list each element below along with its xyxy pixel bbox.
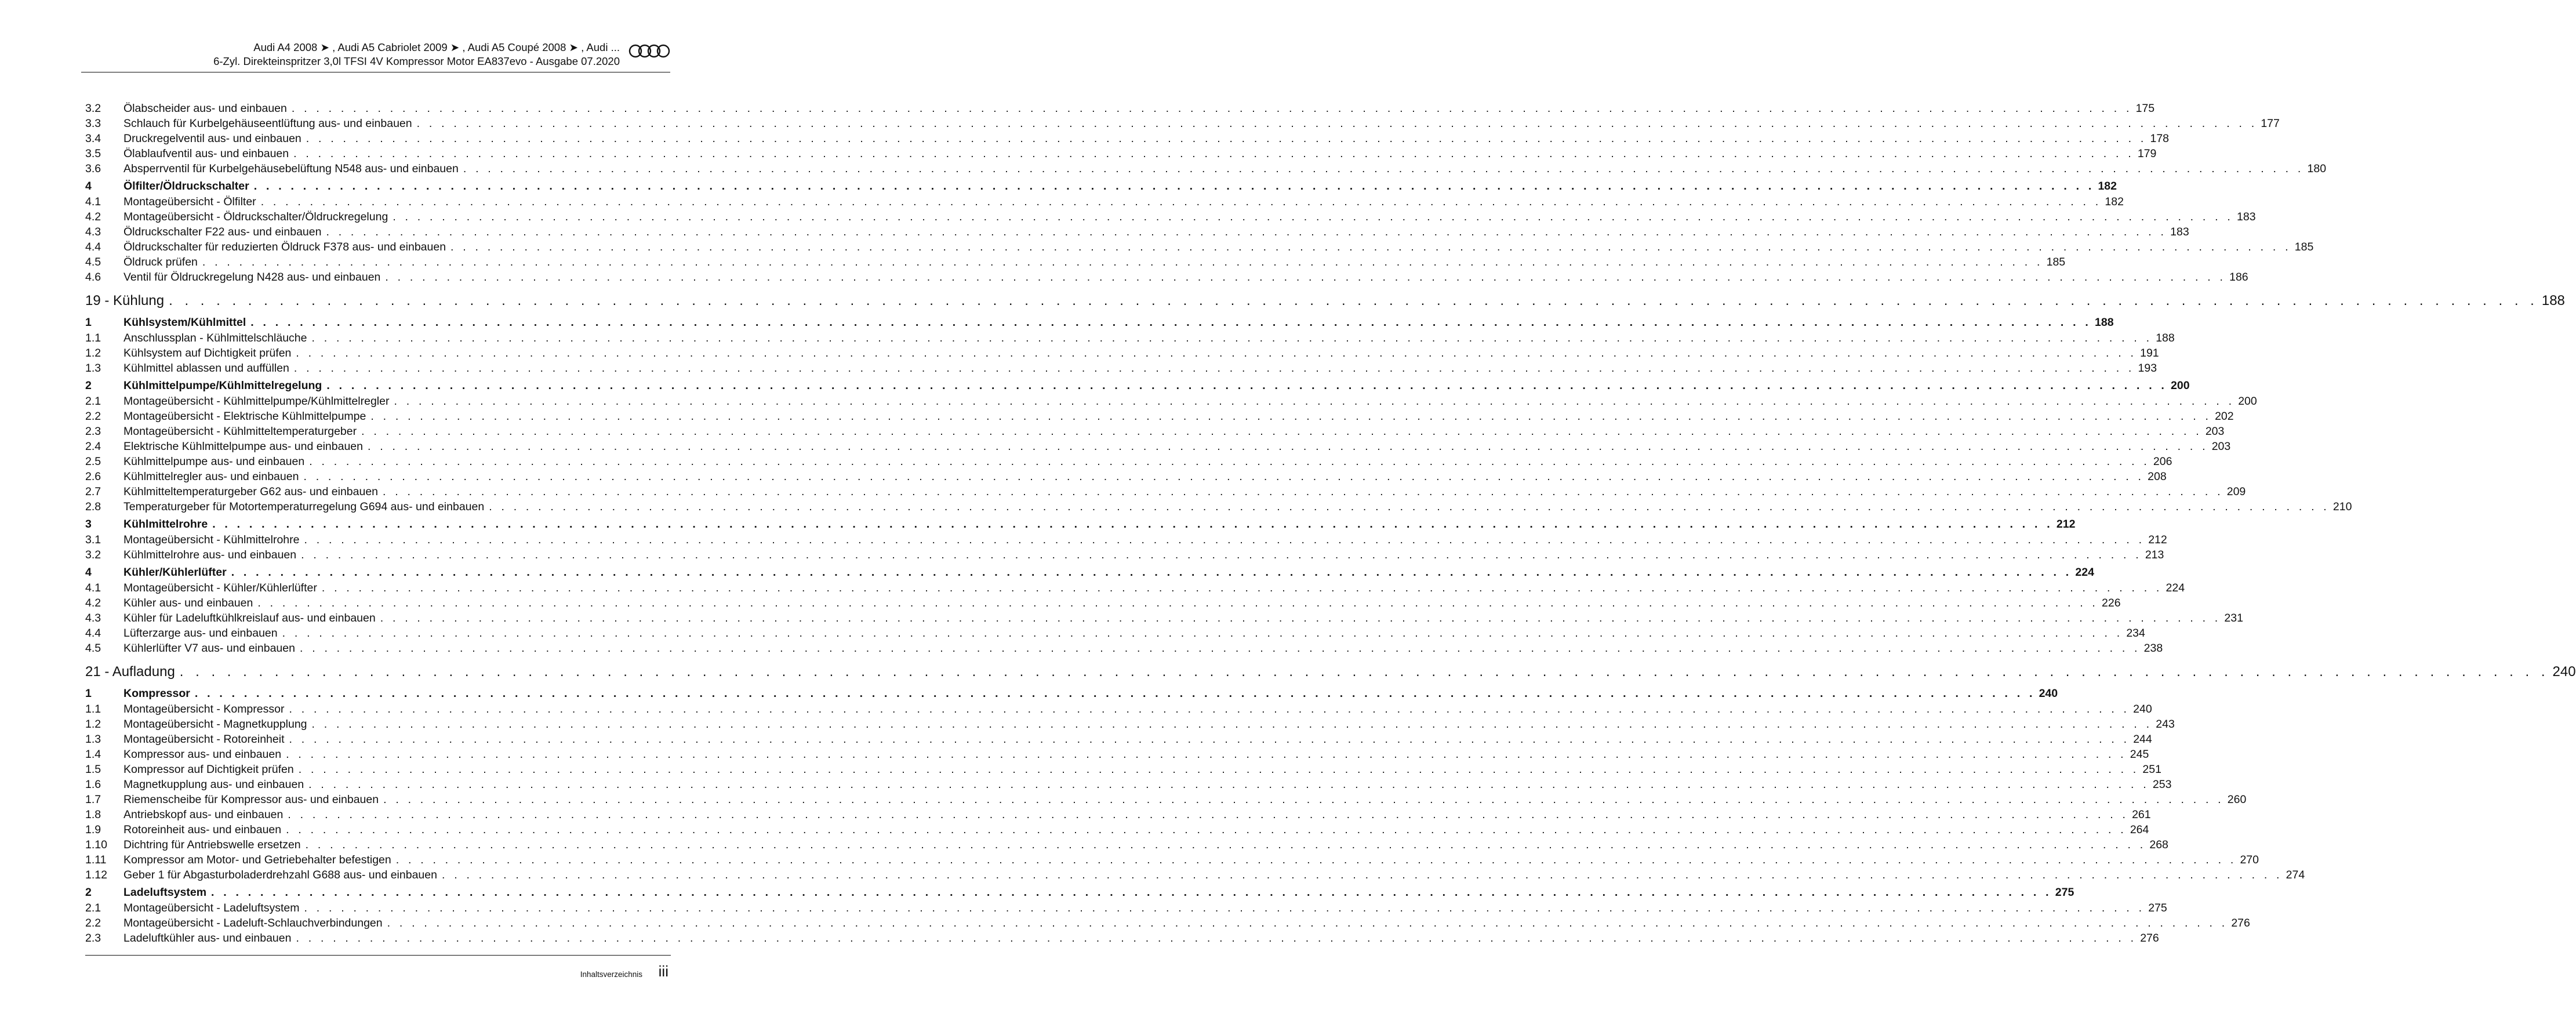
toc-title: Lüfterzarge aus- und einbauen	[123, 627, 278, 640]
toc-dot-leader: . . . . . . . . . . . . . . . . . . . . . . . . . . . . . . . . . . . . . . . . . . . . . . . . . . . . . . . . . . . . . . . . . . . . . . . . . . . . . . . . . . . . . . . . . . . . . . . . . . . . . . . . . . . . . . . . . . . . . . . . . . . . . . . . . . . . . . . . . . . . . . . . . . . . . .	[380, 612, 2221, 624]
toc-page-number: 261	[2132, 808, 2151, 821]
toc-title: Ventil für Öldruckregelung N428 aus- und einbauen	[123, 271, 381, 284]
toc-number: 2.1	[85, 902, 101, 914]
toc-entry-row[interactable]	[85, 916, 2250, 931]
toc-number: 4.5	[85, 642, 101, 655]
toc-title: Druckregelventil aus- und einbauen	[123, 132, 301, 145]
toc-number: 4.1	[85, 195, 101, 208]
toc-number: 1.6	[85, 778, 101, 791]
toc-title: Dichtring für Antriebswelle ersetzen	[123, 838, 301, 851]
toc-entry-row[interactable]	[85, 424, 2225, 439]
toc-dot-leader: . . . . . . . . . . . . . . . . . . . . . . . . . . . . . . . . . . . . . . . . . . . . . . . . . . . . . . . . . . . . . . . . . . . . . . . . . . . . . . . . . . . . . . . . . . . . . . . . . . . . . . . . . . . . . . . . . . . . . . . . . . . . . . . . . . . . . . . . . . . . . . . . . . . . . .	[321, 582, 2163, 594]
toc-title: Montageübersicht - Kühlmittelpumpe/Kühlmittelregler	[123, 395, 390, 408]
toc-number: 4.1	[85, 582, 101, 594]
toc-title: Montageübersicht - Kühler/Kühlerlüfter	[123, 582, 317, 594]
toc-entry-row[interactable]	[85, 454, 2172, 469]
toc-title: Öldruckschalter F22 aus- und einbauen	[123, 226, 322, 238]
toc-entry-row[interactable]	[85, 131, 2170, 146]
toc-chapter-row[interactable]	[85, 179, 2117, 194]
toc-page-number: 231	[2224, 612, 2243, 624]
toc-dot-leader: . . . . . . . . . . . . . . . . . . . . . . . . . . . . . . . . . . . . . . . . . . . . . . . . . . . . . . . . . . . . . . . . . . . . . . . . . . . . . . . . . . . . . . . . . . . . . . . . . . . . . . . . . . . . . . . . . . . . . . . . . . . . . . . . . . . . . . . . . . . . . . . . . . . . . .	[416, 117, 2258, 130]
toc-dot-leader: . . . . . . . . . . . . . . . . . . . . . . . . . . . . . . . . . . . . . . . . . . . . . . . . . . . . . . . . . . . . . . . . . . . . . . . . . . . . . . . . . . . . . . . . . . . . . . . . . . . . . . . . . . . . . . . . . . . . . . . . . . . . . . . . . . . . . . . . . . . . . . . . . . . . . .	[383, 793, 2224, 806]
toc-page-number: 276	[2140, 932, 2159, 945]
toc-dot-leader: . . . . . . . . . . . . . . . . . . . . . . . . . . . . . . . . . . . . . . . . . . . . . . . . . . . . . . . . . . . . . . . . . . . . . . . . . . . . . . . . . . . . . . . . . . . . . . . . . . . . . . . . . . . . . . . . . . . . . . . . . . . . . . . . . . . . . . . . . . . . . . . . . . . . . .	[282, 627, 2123, 640]
toc-number: 2.7	[85, 485, 101, 498]
toc-entry-row[interactable]	[85, 116, 2280, 131]
toc-page-number: 224	[2075, 566, 2094, 579]
toc-title: Ölablaufventil aus- und einbauen	[123, 147, 289, 160]
toc-dot-leader: . . . . . . . . . . . . . . . . . . . . . . . . . . . . . . . . . . . . . . . . . . . . . . . . . . . . . . . . . . . . . . . . . . . . . . . . . . . . . . . . . . . . . . . . . . . . . . . . . . . . . . . . . . . . . . . . . . . . . . . . . . . . . . . . . . . . . . . . . . . . . . . . . . . . . .	[361, 425, 2202, 438]
toc-dot-leader: . . . . . . . . . . . . . . . . . . . . . . . . . . . . . . . . . . . . . . . . . . . . . . . . . . . . . . . . . . . . . . . . . . . . . . . . . . . . . . . . . . . . . . . . . . . . . . . . . . . . . . . . . . . . . . . . . . . . . . . . . . . . . . . . . . . . . . . . . . . . . . . . . . . . . .	[253, 180, 2095, 192]
toc-entry-row[interactable]	[85, 255, 2066, 270]
toc-page-number: 200	[2238, 395, 2257, 408]
toc-number: 1.11	[85, 853, 107, 866]
toc-number: 2	[85, 886, 92, 899]
toc-title: Kühlmittelpumpe/Kühlmittelregelung	[123, 379, 322, 392]
toc-dot-leader: . . . . . . . . . . . . . . . . . . . . . . . . . . . . . . . . . . . . . . . . . . . . . . . . . . . . . . . . . . . . . . . . . . . . . . . . . . . . . . . . . . . . . . . . . . . . . . . . . . . . . . . . . . . . . . . . . . . . . . . . . . . . . . . . . . . . . . . . . . . . . . . . . . . . . .	[306, 132, 2147, 145]
toc-number: 4.5	[85, 256, 101, 268]
table-of-contents	[85, 101, 2576, 946]
toc-number: 2.2	[85, 410, 101, 423]
toc-title: Kühlmittel ablassen und auffüllen	[123, 362, 289, 375]
toc-page-number: 209	[2226, 485, 2246, 498]
toc-number: 4.4	[85, 627, 101, 640]
toc-page-number: 203	[2211, 440, 2231, 453]
toc-page-number: 260	[2227, 793, 2247, 806]
toc-page-number: 206	[2153, 455, 2172, 468]
toc-title: Absperrventil für Kurbelgehäusebelüftung N548 aus- und einbauen	[123, 162, 459, 175]
toc-dot-leader: . . . . . . . . . . . . . . . . . . . . . . . . . . . . . . . . . . . . . . . . . . . . . . . . . . . . . . . . . . . . . . . . . . . . . . . . . . . . . . . . . . . . . . . . . . . . . . . . . . . . . . . . . . . . . . . . . . . . . . . . . . . . . . . . . . . . . . . . . . . . . . . . . . . . . .	[288, 808, 2129, 821]
toc-number: 3.4	[85, 132, 101, 145]
toc-dot-leader: . . . . . . . . . . . . . . . . . . . . . . . . . . . . . . . . . . . . . . . . . . . . . . . . . . . . . . . . . . . . . . . . . . . . . . . . . . . . . . . . . . . . . . . . . . . . . . . . . . . . . . . . . . . . . . . . . . . . . . . . . . . . . . . . . . . . . . . . . . . . . . . . . . . . . .	[293, 362, 2135, 375]
toc-dot-leader: . . . . . . . . . . . . . . . . . . . . . . . . . . . . . . . . . . . . . . . . . . . . . . . . . . . . . . . . . . . . . . . . . . . . . . . . . . . . . . . . . . . . . . . . . . . . . . . . . . . . . . . . . . . . . . . . . . . . . . . . . . . . . . . . . . . . . . . . . . . . . . . . . . . . . .	[383, 485, 2223, 498]
toc-dot-leader: . . . . . . . . . . . . . . . . . . . . . . . . . . . . . . . . . . . . . . . . . . . . . . . . . . . . . . . . . . . . . . . . . . . . . . . . . . . . . . . . . . . . . . . . . . . . . . . . . . . . . . . . . . . . . . . . . . . . . . . . . . . . . . . . . . . . . . . . . . . . . . . . . . . . . .	[304, 902, 2145, 914]
toc-entry-row[interactable]	[85, 641, 2163, 656]
toc-number: 1.1	[85, 332, 101, 344]
toc-dot-leader: . . . . . . . . . . . . . . . . . . . . . . . . . . . . . . . . . . . . . . . . . . . . . . . . . . . . . . . . . . . . . . . . . . . . . . . . . . . . . . . . . . . . . . . . . . . . . . . . . . . . . . . . . . . . . . . . . . . . . . . . . . . . . . . . . . . . . . . . . . . . . . . . . . . . . .	[394, 395, 2235, 408]
toc-entry-row[interactable]	[85, 595, 2121, 611]
toc-number: 4.2	[85, 597, 101, 609]
toc-dot-leader: . . . . . . . . . . . . . . . . . . . . . . . . . . . . . . . . . . . . . . . . . . . . . . . . . . . . . . . . . . . . . . . . . . . . . . . . . . . . . . . . . . . . . . . . . . . . . . . . . . . . . . . . . . . . . . . . . . . . . . . . . . . . . . . . . . . . . . . . . . . . . . . . . . . . . .	[212, 518, 2053, 531]
toc-number: 4.6	[85, 271, 101, 284]
toc-entry-row[interactable]	[85, 469, 2167, 484]
toc-entry-row[interactable]	[85, 626, 2145, 641]
toc-entry-row[interactable]	[85, 852, 2259, 867]
toc-dot-leader: . . . . . . . . . . . . . . . . . . . . . . . . . . . . . . . . . . . . . . . . . . . . . . . . . . . . . . . . . . . . . . . . . . . . . . . . . . . . . . . . . . . . . . . . . . . . . . . . . . . . . . . . . . . . . . . . . . . . . . . . . . . . . . . . . . . . . . . . . . . . . . . . . . . . . .	[303, 470, 2145, 483]
toc-entry-row[interactable]	[85, 532, 2167, 547]
toc-dot-leader: . . . . . . . . . . . . . . . . . . . . . . . . . . . . . . . . . . . . . . . . . . . . . . . . . . . . . . . . . . . . . . . . . . . . . . . . . . . . . . . . . . . . . . . . . . . . . . . . . . . . . . . . . . . . . . . . . . . . . . . . . . . . . . . . . . . . . . . . . . . . . . . . . . . . . .	[305, 838, 2146, 851]
toc-dot-leader: . . . . . . . . . . . . . . . . . . . . . . . . . . . . . . . . . . . . . . . . . . . . . . . . . . . . . . . . . . . . . . . . . . . . . . . . . . . . . . . . . . . . . . . . . . . . . . . . . . . . . . . . . . . . . . . . . . . . . . . . . . . . . . . . . . . . . . . . . . . . . . . . . . . . . .	[211, 886, 2052, 899]
toc-title: Kühler für Ladeluftkühlkreislauf aus- und einbauen	[123, 612, 376, 624]
toc-title: Montageübersicht - Magnetkupplung	[123, 718, 307, 731]
toc-entry-row[interactable]	[85, 239, 2314, 255]
toc-entry-row[interactable]	[85, 499, 2352, 514]
toc-entry-row[interactable]	[85, 146, 2157, 161]
toc-dot-leader: . . . . . . . . . . . . . . . . . . . . . . . . . . . . . . . . . . . . . . . . . . . . . . . . . . . . . . . . . . . . . . . . . . . . . . . . . . . . . . . . . . . . . . . . . . . . . . . . . . . . . . . . . . . . . . . . . . . . . . . . . . . . . . . . . . . . . . . . . . . . . . . . . . . . . .	[231, 566, 2072, 579]
toc-title: Montageübersicht - Kühlmittelrohre	[123, 533, 300, 546]
toc-dot-leader: . . . . . . . . . . . . . . . . . . . . . . . . . . . . . . . . . . . . . . . . . . . . . . . . . . . . . . . . . . . . . . . . . . . . . . . . . . . . . . . . . . . . . . . . . . . . . . . . . . . . . . . . . . . . . . . . . . . . . . . . . . . . . . . . . . . . . . . . . . . . . . . . . . . . . .	[326, 379, 2168, 392]
toc-section-row[interactable]	[85, 288, 2565, 314]
toc-page-number: 245	[2130, 748, 2149, 761]
header-vehicle-models: Audi A4 2008 ➤ , Audi A5 Cabriolet 2009 ➤ , Audi A5 Coupé 2008 ➤ , Audi ...	[253, 41, 620, 53]
toc-page-number: 179	[2137, 147, 2157, 160]
toc-dot-leader: . . . . . . . . . . . . . . . . . . . . . . . . . . . . . . . . . . . . . . . . . . . . . . . . . . . . . . . . . . . . . . . . . . . . . . . . . . . . . . . . . . . . . . . . . . . . . . . . . . . . . . . . . . . . . . . . . . . . . . . . . . . . . . . . . . . . . . . . . . . . . . . . . . . . . .	[385, 271, 2226, 284]
toc-page-number: 253	[2152, 778, 2172, 791]
toc-page-number: 226	[2102, 597, 2121, 609]
toc-dot-leader: . . . . . . . . . . . . . . . . . . . . . . . . . . . . . . . . . . . . . . . . . . . . . . . . . . . . . . . . . . . . . . . . . . . . . . . . . . . . . . . . . . . . . . . . . . . . . . . . . . . . . . . . . . . . . . . . . . . . . . . . . . . . . . . . . . . . . . . . . . . . . . . . . . . . . .	[301, 549, 2142, 561]
toc-page-number: 183	[2170, 226, 2189, 238]
toc-page-number: 213	[2145, 549, 2164, 561]
toc-page-number: 234	[2126, 627, 2145, 640]
toc-number: 1.3	[85, 362, 101, 375]
toc-page-number: 183	[2237, 210, 2256, 223]
toc-number: 2.5	[85, 455, 101, 468]
toc-entry-row[interactable]	[85, 361, 2157, 376]
toc-page-number: 178	[2150, 132, 2170, 145]
toc-title: Öldruckschalter für reduzierten Öldruck F378 aus- und einbauen	[123, 241, 446, 253]
toc-entry-row[interactable]	[85, 394, 2257, 409]
toc-dot-leader: . . . . . . . . . . . . . . . . . . . . . . . . . . . . . . . . . . . . . . . . . . . . . . . . . . . . . . . . . . . . . . . . . . . . . . . . . . . . . . . . . . . . . . . . . . . . . . . . . . . . . . . . . . . . . . . . . . . . . . . . . . . . . . . . . . . . . . . . . . . . . . . . . . . . . .	[291, 102, 2132, 115]
toc-entry-row[interactable]	[85, 330, 2175, 346]
toc-dot-leader: . . . . . . . . . . . . . . . . . . . . . . . . . . . . . . . . . . . . . . . . . . . . . . . . . . . . . . . . . . . . . . . . . . . . . . . . . . . . . . . . . . . . . . . . . . . . . . . . . . . . . . . . . . . . . . . . . . . . . . . . . . . . . . . . . . . . . . . . . . . . . . . . . . . . . .	[179, 664, 2549, 680]
toc-title: Öldruck prüfen	[123, 256, 198, 268]
toc-dot-leader: . . . . . . . . . . . . . . . . . . . . . . . . . . . . . . . . . . . . . . . . . . . . . . . . . . . . . . . . . . . . . . . . . . . . . . . . . . . . . . . . . . . . . . . . . . . . . . . . . . . . . . . . . . . . . . . . . . . . . . . . . . . . . . . . . . . . . . . . . . . . . . . . . . . . . .	[250, 316, 2091, 329]
toc-number: 3.2	[85, 102, 101, 115]
toc-dot-leader: . . . . . . . . . . . . . . . . . . . . . . . . . . . . . . . . . . . . . . . . . . . . . . . . . . . . . . . . . . . . . . . . . . . . . . . . . . . . . . . . . . . . . . . . . . . . . . . . . . . . . . . . . . . . . . . . . . . . . . . . . . . . . . . . . . . . . . . . . . . . . . . . . . . . . .	[286, 748, 2127, 761]
toc-title: Kühlsystem auf Dichtigkeit prüfen	[123, 347, 292, 359]
page-header	[81, 41, 670, 73]
toc-page-number: 203	[2205, 425, 2225, 438]
toc-dot-leader: . . . . . . . . . . . . . . . . . . . . . . . . . . . . . . . . . . . . . . . . . . . . . . . . . . . . . . . . . . . . . . . . . . . . . . . . . . . . . . . . . . . . . . . . . . . . . . . . . . . . . . . . . . . . . . . . . . . . . . . . . . . . . . . . . . . . . . . . . . . . . . . . . . . . . .	[304, 533, 2145, 546]
toc-entry-row[interactable]	[85, 611, 2243, 626]
toc-dot-leader: . . . . . . . . . . . . . . . . . . . . . . . . . . . . . . . . . . . . . . . . . . . . . . . . . . . . . . . . . . . . . . . . . . . . . . . . . . . . . . . . . . . . . . . . . . . . . . . . . . . . . . . . . . . . . . . . . . . . . . . . . . . . . . . . . . . . . . . . . . . . . . . . . . . . . .	[450, 241, 2291, 253]
toc-entry-row[interactable]	[85, 931, 2159, 946]
toc-page-number: 210	[2332, 500, 2352, 513]
toc-page-number: 185	[2294, 241, 2314, 253]
toc-number: 3.1	[85, 533, 101, 546]
toc-entry-row[interactable]	[85, 717, 2175, 732]
toc-dot-leader: . . . . . . . . . . . . . . . . . . . . . . . . . . . . . . . . . . . . . . . . . . . . . . . . . . . . . . . . . . . . . . . . . . . . . . . . . . . . . . . . . . . . . . . . . . . . . . . . . . . . . . . . . . . . . . . . . . . . . . . . . . . . . . . . . . . . . . . . . . . . . . . . . . . . . .	[370, 410, 2212, 423]
toc-number: 3.3	[85, 117, 101, 130]
toc-chapter-row[interactable]	[85, 378, 2190, 394]
toc-page-number: 200	[2171, 379, 2190, 392]
toc-number: 1.2	[85, 347, 101, 359]
toc-title: Kompressor aus- und einbauen	[123, 748, 282, 761]
toc-dot-leader: . . . . . . . . . . . . . . . . . . . . . . . . . . . . . . . . . . . . . . . . . . . . . . . . . . . . . . . . . . . . . . . . . . . . . . . . . . . . . . . . . . . . . . . . . . . . . . . . . . . . . . . . . . . . . . . . . . . . . . . . . . . . . . . . . . . . . . . . . . . . . . . . . . . . . .	[289, 703, 2130, 715]
toc-dot-leader: . . . . . . . . . . . . . . . . . . . . . . . . . . . . . . . . . . . . . . . . . . . . . . . . . . . . . . . . . . . . . . . . . . . . . . . . . . . . . . . . . . . . . . . . . . . . . . . . . . . . . . . . . . . . . . . . . . . . . . . . . . . . . . . . . . . . . . . . . . . . . . . . . . . . . .	[289, 733, 2130, 746]
toc-page-number: 275	[2148, 902, 2167, 914]
toc-dot-leader: . . . . . . . . . . . . . . . . . . . . . . . . . . . . . . . . . . . . . . . . . . . . . . . . . . . . . . . . . . . . . . . . . . . . . . . . . . . . . . . . . . . . . . . . . . . . . . . . . . . . . . . . . . . . . . . . . . . . . . . . . . . . . . . . . . . . . . . . . . . . . . . . . . . . . .	[194, 687, 2036, 700]
toc-title: Kühlmitteltemperaturgeber G62 aus- und einbauen	[123, 485, 379, 498]
toc-dot-leader: . . . . . . . . . . . . . . . . . . . . . . . . . . . . . . . . . . . . . . . . . . . . . . . . . . . . . . . . . . . . . . . . . . . . . . . . . . . . . . . . . . . . . . . . . . . . . . . . . . . . . . . . . . . . . . . . . . . . . . . . . . . . . . . . . . . . . . . . . . . . . . . . . . . . . .	[387, 917, 2228, 929]
toc-page-number: 186	[2229, 271, 2248, 284]
toc-page-number: 188	[2541, 293, 2565, 308]
toc-page-number: 240	[2133, 703, 2152, 715]
toc-page-number: 182	[2105, 195, 2124, 208]
audi-rings-icon	[628, 43, 670, 59]
toc-number: 1	[85, 316, 92, 329]
toc-dot-leader: . . . . . . . . . . . . . . . . . . . . . . . . . . . . . . . . . . . . . . . . . . . . . . . . . . . . . . . . . . . . . . . . . . . . . . . . . . . . . . . . . . . . . . . . . . . . . . . . . . . . . . . . . . . . . . . . . . . . . . . . . . . . . . . . . . . . . . . . . . . . . . . . . . . . . .	[169, 293, 2538, 308]
toc-title: Magnetkupplung aus- und einbauen	[123, 778, 304, 791]
toc-title: Montageübersicht - Ölfilter	[123, 195, 256, 208]
toc-page-number: 193	[2138, 362, 2157, 375]
toc-number: 2.8	[85, 500, 101, 513]
toc-entry-row[interactable]	[85, 194, 2124, 209]
toc-number: 2.3	[85, 425, 101, 438]
toc-entry-row[interactable]	[85, 732, 2152, 747]
toc-dot-leader: . . . . . . . . . . . . . . . . . . . . . . . . . . . . . . . . . . . . . . . . . . . . . . . . . . . . . . . . . . . . . . . . . . . . . . . . . . . . . . . . . . . . . . . . . . . . . . . . . . . . . . . . . . . . . . . . . . . . . . . . . . . . . . . . . . . . . . . . . . . . . . . . . . . . . .	[489, 500, 2330, 513]
toc-page-number: 202	[2215, 410, 2234, 423]
toc-title: Montageübersicht - Öldruckschalter/Öldruckregelung	[123, 210, 388, 223]
toc-title: Ladeluftsystem	[123, 886, 207, 899]
toc-entry-row[interactable]	[85, 547, 2164, 562]
toc-title: Kühlmittelregler aus- und einbauen	[123, 470, 299, 483]
toc-number: 2.6	[85, 470, 101, 483]
toc-title: Elektrische Kühlmittelpumpe aus- und einbauen	[123, 440, 363, 453]
toc-entry-row[interactable]	[85, 161, 2327, 176]
toc-number: 4.3	[85, 612, 101, 624]
toc-page-number: 276	[2231, 917, 2250, 929]
footer-divider	[85, 955, 671, 956]
toc-title: Montageübersicht - Ladeluft-Schlauchverbindungen	[123, 917, 383, 929]
toc-entry-row[interactable]	[85, 439, 2231, 454]
toc-dot-leader: . . . . . . . . . . . . . . . . . . . . . . . . . . . . . . . . . . . . . . . . . . . . . . . . . . . . . . . . . . . . . . . . . . . . . . . . . . . . . . . . . . . . . . . . . . . . . . . . . . . . . . . . . . . . . . . . . . . . . . . . . . . . . . . . . . . . . . . . . . . . . . . . . . . . . .	[257, 597, 2099, 609]
toc-title: Ölfilter/Öldruckschalter	[123, 180, 249, 192]
toc-chapter-row[interactable]	[85, 565, 2094, 580]
toc-entry-row[interactable]	[85, 747, 2149, 762]
toc-page-number: 243	[2156, 718, 2175, 731]
toc-title: Kühlsystem/Kühlmittel	[123, 316, 246, 329]
toc-page-number: 212	[2056, 518, 2076, 531]
toc-page-number: 180	[2307, 162, 2327, 175]
toc-page-number: 270	[2240, 853, 2259, 866]
toc-number: 4.3	[85, 226, 101, 238]
toc-number: 4.2	[85, 210, 101, 223]
toc-title: Kühlmittelrohre aus- und einbauen	[123, 549, 297, 561]
toc-number: 1.2	[85, 718, 101, 731]
toc-number: 1.4	[85, 748, 101, 761]
toc-title: Anschlussplan - Kühlmittelschläuche	[123, 332, 307, 344]
toc-title: Temperaturgeber für Motortemperaturregelung G694 aus- und einbauen	[123, 500, 485, 513]
toc-number: 1.5	[85, 763, 101, 776]
toc-number: 2	[85, 379, 92, 392]
toc-dot-leader: . . . . . . . . . . . . . . . . . . . . . . . . . . . . . . . . . . . . . . . . . . . . . . . . . . . . . . . . . . . . . . . . . . . . . . . . . . . . . . . . . . . . . . . . . . . . . . . . . . . . . . . . . . . . . . . . . . . . . . . . . . . . . . . . . . . . . . . . . . . . . . . . . . . . . .	[202, 256, 2043, 268]
toc-section-row[interactable]	[85, 659, 2576, 685]
toc-page-number: 188	[2156, 332, 2175, 344]
toc-title: 21 - Aufladung	[85, 664, 175, 680]
toc-title: Kühlmittelpumpe aus- und einbauen	[123, 455, 305, 468]
toc-entry-row[interactable]	[85, 346, 2159, 361]
toc-chapter-row[interactable]	[85, 315, 2114, 330]
toc-entry-row[interactable]	[85, 409, 2234, 424]
toc-entry-row[interactable]	[85, 867, 2305, 882]
toc-page-number: 240	[2552, 664, 2576, 680]
toc-page-number: 191	[2140, 347, 2159, 359]
toc-number: 1.9	[85, 823, 101, 836]
toc-page-number: 208	[2148, 470, 2167, 483]
toc-dot-leader: . . . . . . . . . . . . . . . . . . . . . . . . . . . . . . . . . . . . . . . . . . . . . . . . . . . . . . . . . . . . . . . . . . . . . . . . . . . . . . . . . . . . . . . . . . . . . . . . . . . . . . . . . . . . . . . . . . . . . . . . . . . . . . . . . . . . . . . . . . . . . . . . . . . . . .	[286, 823, 2127, 836]
toc-entry-row[interactable]	[85, 837, 2168, 852]
toc-title: Kompressor	[123, 687, 190, 700]
toc-dot-leader: . . . . . . . . . . . . . . . . . . . . . . . . . . . . . . . . . . . . . . . . . . . . . . . . . . . . . . . . . . . . . . . . . . . . . . . . . . . . . . . . . . . . . . . . . . . . . . . . . . . . . . . . . . . . . . . . . . . . . . . . . . . . . . . . . . . . . . . . . . . . . . . . . . . . . .	[308, 778, 2149, 791]
toc-dot-leader: . . . . . . . . . . . . . . . . . . . . . . . . . . . . . . . . . . . . . . . . . . . . . . . . . . . . . . . . . . . . . . . . . . . . . . . . . . . . . . . . . . . . . . . . . . . . . . . . . . . . . . . . . . . . . . . . . . . . . . . . . . . . . . . . . . . . . . . . . . . . . . . . . . . . . .	[299, 642, 2141, 655]
toc-title: Antriebskopf aus- und einbauen	[123, 808, 284, 821]
toc-number: 2.1	[85, 395, 101, 408]
toc-number: 1.7	[85, 793, 101, 806]
toc-entry-row[interactable]	[85, 807, 2151, 822]
toc-number: 1.3	[85, 733, 101, 746]
toc-dot-leader: . . . . . . . . . . . . . . . . . . . . . . . . . . . . . . . . . . . . . . . . . . . . . . . . . . . . . . . . . . . . . . . . . . . . . . . . . . . . . . . . . . . . . . . . . . . . . . . . . . . . . . . . . . . . . . . . . . . . . . . . . . . . . . . . . . . . . . . . . . . . . . . . . . . . . .	[368, 440, 2208, 453]
header-engine-edition: 6-Zyl. Direkteinspritzer 3,0l TFSI 4V Kompressor Motor EA837evo - Ausgabe 07.2020	[213, 55, 620, 67]
toc-title: 19 - Kühlung	[85, 293, 165, 308]
toc-dot-leader: . . . . . . . . . . . . . . . . . . . . . . . . . . . . . . . . . . . . . . . . . . . . . . . . . . . . . . . . . . . . . . . . . . . . . . . . . . . . . . . . . . . . . . . . . . . . . . . . . . . . . . . . . . . . . . . . . . . . . . . . . . . . . . . . . . . . . . . . . . . . . . . . . . . . . .	[311, 718, 2153, 731]
toc-title: Riemenscheibe für Kompressor aus- und einbauen	[123, 793, 379, 806]
toc-entry-row[interactable]	[85, 822, 2149, 837]
toc-number: 3	[85, 518, 92, 531]
toc-title: Kühlmittelrohre	[123, 518, 208, 531]
toc-entry-row[interactable]	[85, 101, 2155, 116]
toc-title: Montageübersicht - Ladeluftsystem	[123, 902, 300, 914]
toc-number: 2.2	[85, 917, 101, 929]
toc-dot-leader: . . . . . . . . . . . . . . . . . . . . . . . . . . . . . . . . . . . . . . . . . . . . . . . . . . . . . . . . . . . . . . . . . . . . . . . . . . . . . . . . . . . . . . . . . . . . . . . . . . . . . . . . . . . . . . . . . . . . . . . . . . . . . . . . . . . . . . . . . . . . . . . . . . . . . .	[311, 332, 2153, 344]
toc-page-number: 238	[2143, 642, 2163, 655]
footer-label: Inhaltsverzeichnis	[580, 970, 642, 979]
toc-number: 1.10	[85, 838, 107, 851]
toc-title: Ölabscheider aus- und einbauen	[123, 102, 287, 115]
toc-page-number: 275	[2055, 886, 2074, 899]
toc-number: 2.4	[85, 440, 101, 453]
toc-page-number: 188	[2095, 316, 2114, 329]
toc-entry-row[interactable]	[85, 762, 2161, 777]
toc-title: Schlauch für Kurbelgehäuseentlüftung aus- und einbauen	[123, 117, 412, 130]
toc-title: Rotoreinheit aus- und einbauen	[123, 823, 282, 836]
footer-page-number: iii	[658, 962, 668, 980]
toc-page-number: 185	[2046, 256, 2066, 268]
toc-dot-leader: . . . . . . . . . . . . . . . . . . . . . . . . . . . . . . . . . . . . . . . . . . . . . . . . . . . . . . . . . . . . . . . . . . . . . . . . . . . . . . . . . . . . . . . . . . . . . . . . . . . . . . . . . . . . . . . . . . . . . . . . . . . . . . . . . . . . . . . . . . . . . . . . . . . . . .	[326, 226, 2167, 238]
toc-entry-row[interactable]	[85, 270, 2248, 285]
toc-number: 2.3	[85, 932, 101, 945]
toc-entry-row[interactable]	[85, 792, 2247, 807]
toc-number: 3.5	[85, 147, 101, 160]
toc-page-number: 268	[2149, 838, 2168, 851]
toc-title: Montageübersicht - Elektrische Kühlmittelpumpe	[123, 410, 366, 423]
toc-entry-row[interactable]	[85, 209, 2256, 224]
toc-number: 1	[85, 687, 92, 700]
toc-page-number: 224	[2166, 582, 2185, 594]
toc-entry-row[interactable]	[85, 224, 2189, 239]
toc-dot-leader: . . . . . . . . . . . . . . . . . . . . . . . . . . . . . . . . . . . . . . . . . . . . . . . . . . . . . . . . . . . . . . . . . . . . . . . . . . . . . . . . . . . . . . . . . . . . . . . . . . . . . . . . . . . . . . . . . . . . . . . . . . . . . . . . . . . . . . . . . . . . . . . . . . . . . .	[393, 210, 2234, 223]
toc-title: Montageübersicht - Kompressor	[123, 703, 285, 715]
toc-title: Geber 1 für Abgasturboladerdrehzahl G688 aus- und einbauen	[123, 869, 437, 881]
toc-number: 1.1	[85, 703, 101, 715]
toc-chapter-row[interactable]	[85, 686, 2058, 702]
toc-dot-leader: . . . . . . . . . . . . . . . . . . . . . . . . . . . . . . . . . . . . . . . . . . . . . . . . . . . . . . . . . . . . . . . . . . . . . . . . . . . . . . . . . . . . . . . . . . . . . . . . . . . . . . . . . . . . . . . . . . . . . . . . . . . . . . . . . . . . . . . . . . . . . . . . . . . . . .	[309, 455, 2150, 468]
toc-chapter-row[interactable]	[85, 517, 2076, 532]
toc-title: Montageübersicht - Rotoreinheit	[123, 733, 285, 746]
toc-page-number: 240	[2039, 687, 2058, 700]
toc-page-number: 244	[2133, 733, 2152, 746]
toc-number: 3.2	[85, 549, 101, 561]
toc-title: Kompressor am Motor- und Getriebehalter befestigen	[123, 853, 391, 866]
toc-dot-leader: . . . . . . . . . . . . . . . . . . . . . . . . . . . . . . . . . . . . . . . . . . . . . . . . . . . . . . . . . . . . . . . . . . . . . . . . . . . . . . . . . . . . . . . . . . . . . . . . . . . . . . . . . . . . . . . . . . . . . . . . . . . . . . . . . . . . . . . . . . . . . . . . . . . . . .	[298, 763, 2139, 776]
toc-chapter-row[interactable]	[85, 885, 2074, 900]
toc-number: 1.12	[85, 869, 107, 881]
toc-dot-leader: . . . . . . . . . . . . . . . . . . . . . . . . . . . . . . . . . . . . . . . . . . . . . . . . . . . . . . . . . . . . . . . . . . . . . . . . . . . . . . . . . . . . . . . . . . . . . . . . . . . . . . . . . . . . . . . . . . . . . . . . . . . . . . . . . . . . . . . . . . . . . . . . . . . . . .	[463, 162, 2304, 175]
toc-page-number: 274	[2286, 869, 2305, 881]
toc-title: Montageübersicht - Kühlmitteltemperaturgeber	[123, 425, 357, 438]
toc-title: Ladeluftkühler aus- und einbauen	[123, 932, 292, 945]
toc-page-number: 177	[2261, 117, 2280, 130]
toc-entry-row[interactable]	[85, 580, 2185, 595]
toc-title: Kühler aus- und einbauen	[123, 597, 253, 609]
toc-page-number: 175	[2135, 102, 2155, 115]
toc-title: Kühler/Kühlerlüfter	[123, 566, 227, 579]
toc-dot-leader: . . . . . . . . . . . . . . . . . . . . . . . . . . . . . . . . . . . . . . . . . . . . . . . . . . . . . . . . . . . . . . . . . . . . . . . . . . . . . . . . . . . . . . . . . . . . . . . . . . . . . . . . . . . . . . . . . . . . . . . . . . . . . . . . . . . . . . . . . . . . . . . . . . . . . .	[395, 853, 2237, 866]
toc-title: Kompressor auf Dichtigkeit prüfen	[123, 763, 294, 776]
toc-entry-row[interactable]	[85, 484, 2246, 499]
toc-dot-leader: . . . . . . . . . . . . . . . . . . . . . . . . . . . . . . . . . . . . . . . . . . . . . . . . . . . . . . . . . . . . . . . . . . . . . . . . . . . . . . . . . . . . . . . . . . . . . . . . . . . . . . . . . . . . . . . . . . . . . . . . . . . . . . . . . . . . . . . . . . . . . . . . . . . . . .	[260, 195, 2102, 208]
toc-entry-row[interactable]	[85, 900, 2167, 916]
toc-page-number: 264	[2130, 823, 2149, 836]
toc-number: 4.4	[85, 241, 101, 253]
toc-page-number: 182	[2098, 180, 2117, 192]
toc-page-number: 251	[2142, 763, 2161, 776]
toc-dot-leader: . . . . . . . . . . . . . . . . . . . . . . . . . . . . . . . . . . . . . . . . . . . . . . . . . . . . . . . . . . . . . . . . . . . . . . . . . . . . . . . . . . . . . . . . . . . . . . . . . . . . . . . . . . . . . . . . . . . . . . . . . . . . . . . . . . . . . . . . . . . . . . . . . . . . . .	[293, 147, 2134, 160]
toc-number: 3.6	[85, 162, 101, 175]
toc-dot-leader: . . . . . . . . . . . . . . . . . . . . . . . . . . . . . . . . . . . . . . . . . . . . . . . . . . . . . . . . . . . . . . . . . . . . . . . . . . . . . . . . . . . . . . . . . . . . . . . . . . . . . . . . . . . . . . . . . . . . . . . . . . . . . . . . . . . . . . . . . . . . . . . . . . . . . .	[296, 932, 2137, 945]
toc-number: 1.8	[85, 808, 101, 821]
toc-number: 4	[85, 566, 92, 579]
toc-title: Kühlerlüfter V7 aus- und einbauen	[123, 642, 295, 655]
toc-dot-leader: . . . . . . . . . . . . . . . . . . . . . . . . . . . . . . . . . . . . . . . . . . . . . . . . . . . . . . . . . . . . . . . . . . . . . . . . . . . . . . . . . . . . . . . . . . . . . . . . . . . . . . . . . . . . . . . . . . . . . . . . . . . . . . . . . . . . . . . . . . . . . . . . . . . . . .	[296, 347, 2137, 359]
toc-dot-leader: . . . . . . . . . . . . . . . . . . . . . . . . . . . . . . . . . . . . . . . . . . . . . . . . . . . . . . . . . . . . . . . . . . . . . . . . . . . . . . . . . . . . . . . . . . . . . . . . . . . . . . . . . . . . . . . . . . . . . . . . . . . . . . . . . . . . . . . . . . . . . . . . . . . . . .	[441, 869, 2283, 881]
toc-page-number: 212	[2148, 533, 2167, 546]
toc-entry-row[interactable]	[85, 702, 2152, 717]
toc-entry-row[interactable]	[85, 777, 2172, 792]
toc-number: 4	[85, 180, 92, 192]
